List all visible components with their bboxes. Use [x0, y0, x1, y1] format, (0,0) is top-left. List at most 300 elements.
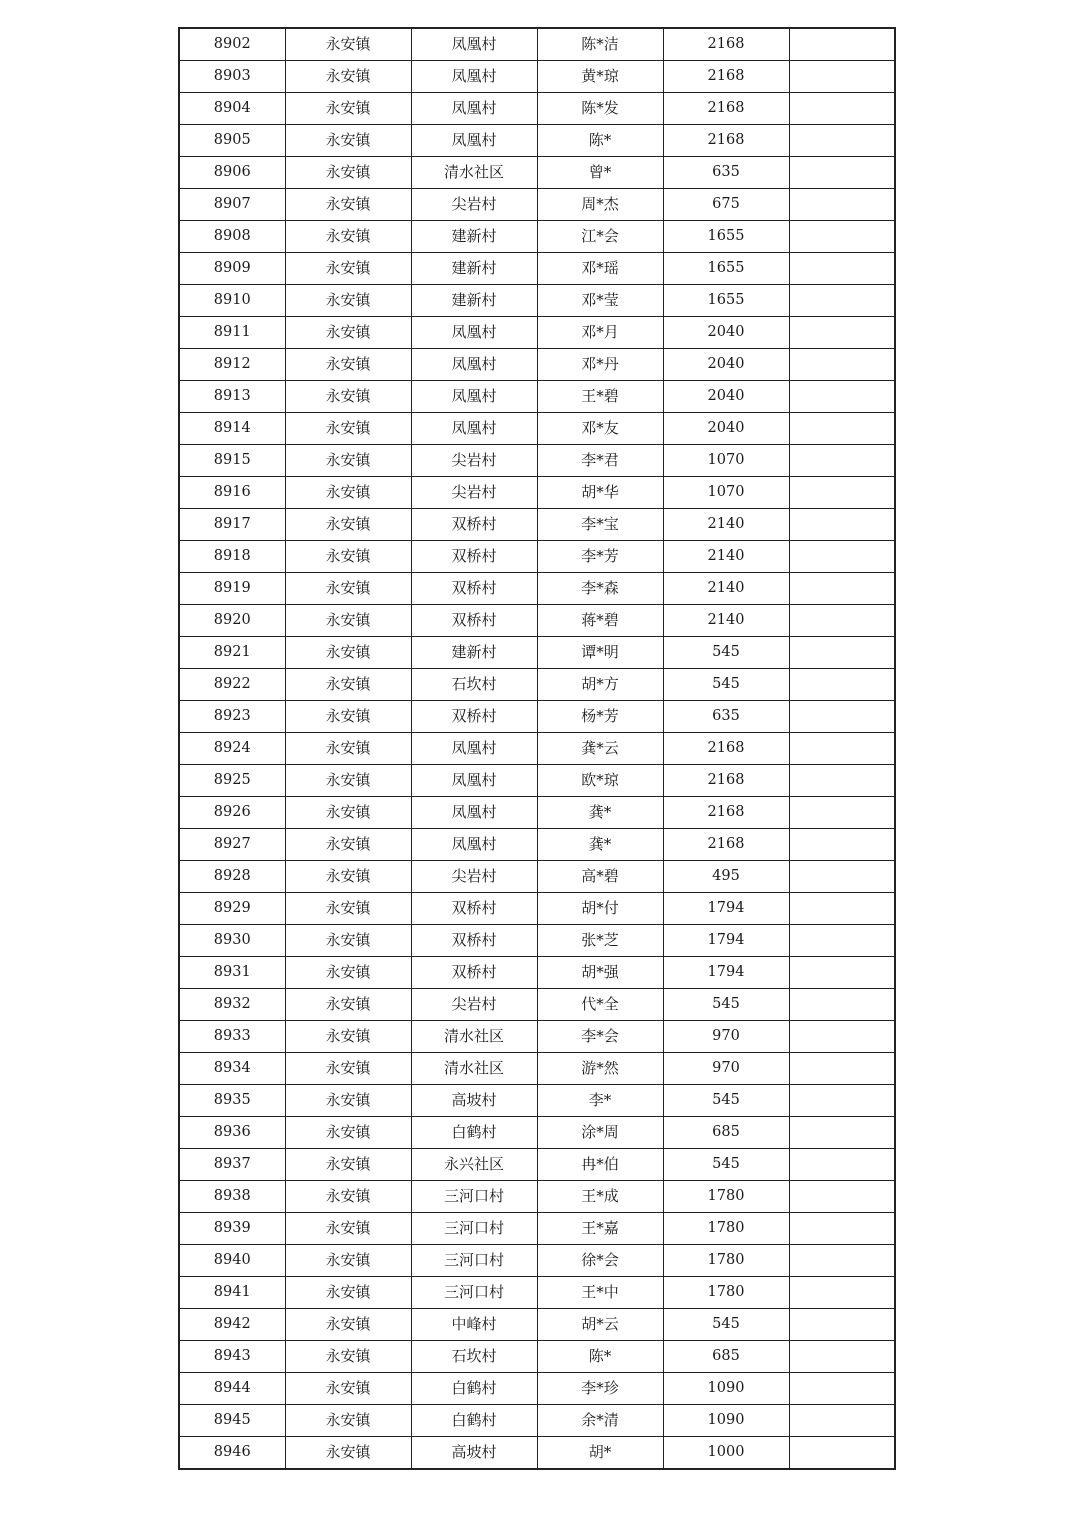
table-row: [179, 893, 895, 925]
data-table: [178, 27, 896, 1470]
remarks-cell: [789, 605, 895, 637]
town-cell: 永安镇: [285, 413, 411, 445]
town-cell: 永安镇: [285, 1373, 411, 1405]
serial-number-cell: 8938: [179, 1181, 285, 1213]
village-cell: 清水社区: [411, 1021, 537, 1053]
remarks-cell: [789, 829, 895, 861]
table-row: [179, 1053, 895, 1085]
remarks-cell: [789, 861, 895, 893]
village-cell: 三河口村: [411, 1245, 537, 1277]
amount-cell: 685: [663, 1117, 789, 1149]
table-row: [179, 605, 895, 637]
amount-cell: 1780: [663, 1245, 789, 1277]
table-row: [179, 765, 895, 797]
serial-number-cell: 8942: [179, 1309, 285, 1341]
name-cell: 胡*: [537, 1437, 663, 1470]
amount-cell: 1794: [663, 925, 789, 957]
town-cell: 永安镇: [285, 733, 411, 765]
name-cell: 邓*丹: [537, 349, 663, 381]
serial-number-cell: 8920: [179, 605, 285, 637]
name-cell: 蒋*碧: [537, 605, 663, 637]
table-row: [179, 1245, 895, 1277]
table-row: [179, 381, 895, 413]
remarks-cell: [789, 925, 895, 957]
table-row: [179, 1085, 895, 1117]
town-cell: 永安镇: [285, 1053, 411, 1085]
remarks-cell: [789, 509, 895, 541]
name-cell: 曾*: [537, 157, 663, 189]
name-cell: 龚*: [537, 797, 663, 829]
remarks-cell: [789, 765, 895, 797]
name-cell: 龚*: [537, 829, 663, 861]
serial-number-cell: 8940: [179, 1245, 285, 1277]
table-row: [179, 285, 895, 317]
remarks-cell: [789, 957, 895, 989]
village-cell: 双桥村: [411, 541, 537, 573]
amount-cell: 495: [663, 861, 789, 893]
serial-number-cell: 8906: [179, 157, 285, 189]
town-cell: 永安镇: [285, 1341, 411, 1373]
village-cell: 凤凰村: [411, 381, 537, 413]
table-row: [179, 861, 895, 893]
amount-cell: 635: [663, 701, 789, 733]
village-cell: 石坎村: [411, 669, 537, 701]
town-cell: 永安镇: [285, 445, 411, 477]
table-row: [179, 541, 895, 573]
remarks-cell: [789, 1053, 895, 1085]
name-cell: 高*碧: [537, 861, 663, 893]
village-cell: 尖岩村: [411, 989, 537, 1021]
amount-cell: 1000: [663, 1437, 789, 1470]
name-cell: 欧*琼: [537, 765, 663, 797]
serial-number-cell: 8937: [179, 1149, 285, 1181]
remarks-cell: [789, 1309, 895, 1341]
town-cell: 永安镇: [285, 1085, 411, 1117]
town-cell: 永安镇: [285, 541, 411, 573]
name-cell: 李*芳: [537, 541, 663, 573]
village-cell: 凤凰村: [411, 765, 537, 797]
amount-cell: 970: [663, 1021, 789, 1053]
amount-cell: 2168: [663, 93, 789, 125]
name-cell: 王*中: [537, 1277, 663, 1309]
amount-cell: 2168: [663, 765, 789, 797]
remarks-cell: [789, 285, 895, 317]
name-cell: 陈*: [537, 1341, 663, 1373]
remarks-cell: [789, 893, 895, 925]
name-cell: 胡*华: [537, 477, 663, 509]
amount-cell: 1090: [663, 1405, 789, 1437]
town-cell: 永安镇: [285, 765, 411, 797]
village-cell: 双桥村: [411, 573, 537, 605]
town-cell: 永安镇: [285, 189, 411, 221]
amount-cell: 1070: [663, 445, 789, 477]
serial-number-cell: 8924: [179, 733, 285, 765]
village-cell: 凤凰村: [411, 125, 537, 157]
name-cell: 杨*芳: [537, 701, 663, 733]
remarks-cell: [789, 637, 895, 669]
remarks-cell: [789, 125, 895, 157]
table-row: [179, 637, 895, 669]
remarks-cell: [789, 1149, 895, 1181]
table-row: [179, 317, 895, 349]
table-row: [179, 1405, 895, 1437]
village-cell: 凤凰村: [411, 829, 537, 861]
town-cell: 永安镇: [285, 797, 411, 829]
table-body: [179, 28, 895, 1469]
serial-number-cell: 8931: [179, 957, 285, 989]
serial-number-cell: 8903: [179, 61, 285, 93]
serial-number-cell: 8935: [179, 1085, 285, 1117]
remarks-cell: [789, 317, 895, 349]
village-cell: 三河口村: [411, 1277, 537, 1309]
name-cell: 黄*琼: [537, 61, 663, 93]
serial-number-cell: 8943: [179, 1341, 285, 1373]
name-cell: 李*会: [537, 1021, 663, 1053]
amount-cell: 1780: [663, 1277, 789, 1309]
table-row: [179, 573, 895, 605]
table-row: [179, 413, 895, 445]
village-cell: 凤凰村: [411, 413, 537, 445]
village-cell: 凤凰村: [411, 349, 537, 381]
remarks-cell: [789, 1181, 895, 1213]
serial-number-cell: 8936: [179, 1117, 285, 1149]
name-cell: 胡*云: [537, 1309, 663, 1341]
amount-cell: 2168: [663, 797, 789, 829]
village-cell: 双桥村: [411, 893, 537, 925]
amount-cell: 545: [663, 989, 789, 1021]
village-cell: 双桥村: [411, 701, 537, 733]
table-row: [179, 1373, 895, 1405]
remarks-cell: [789, 381, 895, 413]
name-cell: 游*然: [537, 1053, 663, 1085]
serial-number-cell: 8945: [179, 1405, 285, 1437]
serial-number-cell: 8908: [179, 221, 285, 253]
name-cell: 陈*发: [537, 93, 663, 125]
village-cell: 白鹤村: [411, 1405, 537, 1437]
name-cell: 王*嘉: [537, 1213, 663, 1245]
village-cell: 双桥村: [411, 957, 537, 989]
village-cell: 永兴社区: [411, 1149, 537, 1181]
town-cell: 永安镇: [285, 1437, 411, 1470]
remarks-cell: [789, 797, 895, 829]
town-cell: 永安镇: [285, 349, 411, 381]
serial-number-cell: 8927: [179, 829, 285, 861]
remarks-cell: [789, 1021, 895, 1053]
town-cell: 永安镇: [285, 829, 411, 861]
serial-number-cell: 8921: [179, 637, 285, 669]
name-cell: 陈*: [537, 125, 663, 157]
name-cell: 龚*云: [537, 733, 663, 765]
name-cell: 李*珍: [537, 1373, 663, 1405]
serial-number-cell: 8930: [179, 925, 285, 957]
town-cell: 永安镇: [285, 669, 411, 701]
amount-cell: 635: [663, 157, 789, 189]
amount-cell: 2168: [663, 28, 789, 61]
town-cell: 永安镇: [285, 317, 411, 349]
town-cell: 永安镇: [285, 1213, 411, 1245]
serial-number-cell: 8913: [179, 381, 285, 413]
table-row: [179, 445, 895, 477]
table-row: [179, 1213, 895, 1245]
remarks-cell: [789, 349, 895, 381]
remarks-cell: [789, 221, 895, 253]
serial-number-cell: 8915: [179, 445, 285, 477]
serial-number-cell: 8929: [179, 893, 285, 925]
remarks-cell: [789, 701, 895, 733]
serial-number-cell: 8907: [179, 189, 285, 221]
village-cell: 凤凰村: [411, 733, 537, 765]
amount-cell: 970: [663, 1053, 789, 1085]
village-cell: 石坎村: [411, 1341, 537, 1373]
table-row: [179, 1149, 895, 1181]
village-cell: 建新村: [411, 253, 537, 285]
name-cell: 王*成: [537, 1181, 663, 1213]
amount-cell: 2040: [663, 349, 789, 381]
town-cell: 永安镇: [285, 1181, 411, 1213]
table-row: [179, 1309, 895, 1341]
remarks-cell: [789, 1277, 895, 1309]
name-cell: 周*杰: [537, 189, 663, 221]
remarks-cell: [789, 477, 895, 509]
serial-number-cell: 8909: [179, 253, 285, 285]
amount-cell: 2168: [663, 733, 789, 765]
town-cell: 永安镇: [285, 893, 411, 925]
name-cell: 冉*伯: [537, 1149, 663, 1181]
remarks-cell: [789, 573, 895, 605]
table-row: [179, 1341, 895, 1373]
town-cell: 永安镇: [285, 1021, 411, 1053]
table-row: [179, 189, 895, 221]
name-cell: 余*清: [537, 1405, 663, 1437]
remarks-cell: [789, 189, 895, 221]
table-row: [179, 477, 895, 509]
name-cell: 王*碧: [537, 381, 663, 413]
village-cell: 高坡村: [411, 1437, 537, 1470]
remarks-cell: [789, 1405, 895, 1437]
name-cell: 胡*强: [537, 957, 663, 989]
remarks-cell: [789, 1213, 895, 1245]
village-cell: 高坡村: [411, 1085, 537, 1117]
amount-cell: 1794: [663, 893, 789, 925]
village-cell: 凤凰村: [411, 61, 537, 93]
remarks-cell: [789, 733, 895, 765]
serial-number-cell: 8933: [179, 1021, 285, 1053]
name-cell: 涂*周: [537, 1117, 663, 1149]
town-cell: 永安镇: [285, 157, 411, 189]
amount-cell: 2168: [663, 125, 789, 157]
table-row: [179, 1181, 895, 1213]
table-row: [179, 1117, 895, 1149]
table-row: [179, 221, 895, 253]
table-row: [179, 1021, 895, 1053]
serial-number-cell: 8912: [179, 349, 285, 381]
amount-cell: 685: [663, 1341, 789, 1373]
table-row: [179, 669, 895, 701]
remarks-cell: [789, 1437, 895, 1470]
amount-cell: 1655: [663, 221, 789, 253]
remarks-cell: [789, 253, 895, 285]
village-cell: 白鹤村: [411, 1117, 537, 1149]
name-cell: 徐*会: [537, 1245, 663, 1277]
serial-number-cell: 8944: [179, 1373, 285, 1405]
serial-number-cell: 8911: [179, 317, 285, 349]
serial-number-cell: 8923: [179, 701, 285, 733]
town-cell: 永安镇: [285, 253, 411, 285]
amount-cell: 545: [663, 1309, 789, 1341]
village-cell: 中峰村: [411, 1309, 537, 1341]
remarks-cell: [789, 413, 895, 445]
amount-cell: 2140: [663, 573, 789, 605]
remarks-cell: [789, 1117, 895, 1149]
serial-number-cell: 8932: [179, 989, 285, 1021]
town-cell: 永安镇: [285, 61, 411, 93]
name-cell: 李*君: [537, 445, 663, 477]
table-row: [179, 989, 895, 1021]
table-row: [179, 28, 895, 61]
amount-cell: 1655: [663, 253, 789, 285]
town-cell: 永安镇: [285, 221, 411, 253]
village-cell: 双桥村: [411, 605, 537, 637]
remarks-cell: [789, 61, 895, 93]
amount-cell: 675: [663, 189, 789, 221]
name-cell: 张*芝: [537, 925, 663, 957]
amount-cell: 1090: [663, 1373, 789, 1405]
table-row: [179, 93, 895, 125]
village-cell: 凤凰村: [411, 317, 537, 349]
serial-number-cell: 8946: [179, 1437, 285, 1470]
town-cell: 永安镇: [285, 1245, 411, 1277]
town-cell: 永安镇: [285, 1309, 411, 1341]
village-cell: 建新村: [411, 285, 537, 317]
amount-cell: 2040: [663, 413, 789, 445]
name-cell: 江*会: [537, 221, 663, 253]
table-row: [179, 925, 895, 957]
amount-cell: 1780: [663, 1181, 789, 1213]
amount-cell: 545: [663, 1085, 789, 1117]
remarks-cell: [789, 1245, 895, 1277]
remarks-cell: [789, 541, 895, 573]
village-cell: 凤凰村: [411, 93, 537, 125]
name-cell: 胡*付: [537, 893, 663, 925]
amount-cell: 1794: [663, 957, 789, 989]
village-cell: 清水社区: [411, 157, 537, 189]
table-row: [179, 157, 895, 189]
amount-cell: 2168: [663, 61, 789, 93]
remarks-cell: [789, 445, 895, 477]
village-cell: 清水社区: [411, 1053, 537, 1085]
village-cell: 三河口村: [411, 1213, 537, 1245]
remarks-cell: [789, 1341, 895, 1373]
name-cell: 胡*方: [537, 669, 663, 701]
table-row: [179, 733, 895, 765]
table-row: [179, 1277, 895, 1309]
table-row: [179, 253, 895, 285]
serial-number-cell: 8941: [179, 1277, 285, 1309]
town-cell: 永安镇: [285, 1277, 411, 1309]
amount-cell: 2168: [663, 829, 789, 861]
town-cell: 永安镇: [285, 93, 411, 125]
amount-cell: 2040: [663, 317, 789, 349]
town-cell: 永安镇: [285, 573, 411, 605]
serial-number-cell: 8904: [179, 93, 285, 125]
town-cell: 永安镇: [285, 125, 411, 157]
serial-number-cell: 8910: [179, 285, 285, 317]
table-row: [179, 509, 895, 541]
remarks-cell: [789, 93, 895, 125]
serial-number-cell: 8905: [179, 125, 285, 157]
serial-number-cell: 8918: [179, 541, 285, 573]
amount-cell: 1780: [663, 1213, 789, 1245]
serial-number-cell: 8922: [179, 669, 285, 701]
town-cell: 永安镇: [285, 28, 411, 61]
amount-cell: 2140: [663, 541, 789, 573]
name-cell: 李*森: [537, 573, 663, 605]
village-cell: 尖岩村: [411, 189, 537, 221]
village-cell: 双桥村: [411, 925, 537, 957]
serial-number-cell: 8916: [179, 477, 285, 509]
village-cell: 凤凰村: [411, 28, 537, 61]
town-cell: 永安镇: [285, 605, 411, 637]
town-cell: 永安镇: [285, 477, 411, 509]
serial-number-cell: 8902: [179, 28, 285, 61]
town-cell: 永安镇: [285, 701, 411, 733]
table-row: [179, 1437, 895, 1470]
name-cell: 李*: [537, 1085, 663, 1117]
remarks-cell: [789, 1373, 895, 1405]
amount-cell: 2040: [663, 381, 789, 413]
amount-cell: 2140: [663, 509, 789, 541]
amount-cell: 545: [663, 1149, 789, 1181]
remarks-cell: [789, 28, 895, 61]
name-cell: 李*宝: [537, 509, 663, 541]
town-cell: 永安镇: [285, 285, 411, 317]
name-cell: 邓*瑶: [537, 253, 663, 285]
village-cell: 建新村: [411, 637, 537, 669]
table-row: [179, 797, 895, 829]
town-cell: 永安镇: [285, 509, 411, 541]
village-cell: 尖岩村: [411, 861, 537, 893]
town-cell: 永安镇: [285, 925, 411, 957]
table-row: [179, 125, 895, 157]
village-cell: 尖岩村: [411, 477, 537, 509]
town-cell: 永安镇: [285, 861, 411, 893]
remarks-cell: [789, 669, 895, 701]
amount-cell: 545: [663, 669, 789, 701]
serial-number-cell: 8917: [179, 509, 285, 541]
town-cell: 永安镇: [285, 637, 411, 669]
name-cell: 谭*明: [537, 637, 663, 669]
table-row: [179, 957, 895, 989]
town-cell: 永安镇: [285, 1117, 411, 1149]
amount-cell: 1070: [663, 477, 789, 509]
town-cell: 永安镇: [285, 957, 411, 989]
name-cell: 陈*洁: [537, 28, 663, 61]
town-cell: 永安镇: [285, 1149, 411, 1181]
serial-number-cell: 8925: [179, 765, 285, 797]
village-cell: 尖岩村: [411, 445, 537, 477]
town-cell: 永安镇: [285, 381, 411, 413]
village-cell: 双桥村: [411, 509, 537, 541]
village-cell: 白鹤村: [411, 1373, 537, 1405]
town-cell: 永安镇: [285, 989, 411, 1021]
amount-cell: 2140: [663, 605, 789, 637]
amount-cell: 545: [663, 637, 789, 669]
serial-number-cell: 8939: [179, 1213, 285, 1245]
town-cell: 永安镇: [285, 1405, 411, 1437]
name-cell: 邓*月: [537, 317, 663, 349]
remarks-cell: [789, 157, 895, 189]
name-cell: 邓*友: [537, 413, 663, 445]
